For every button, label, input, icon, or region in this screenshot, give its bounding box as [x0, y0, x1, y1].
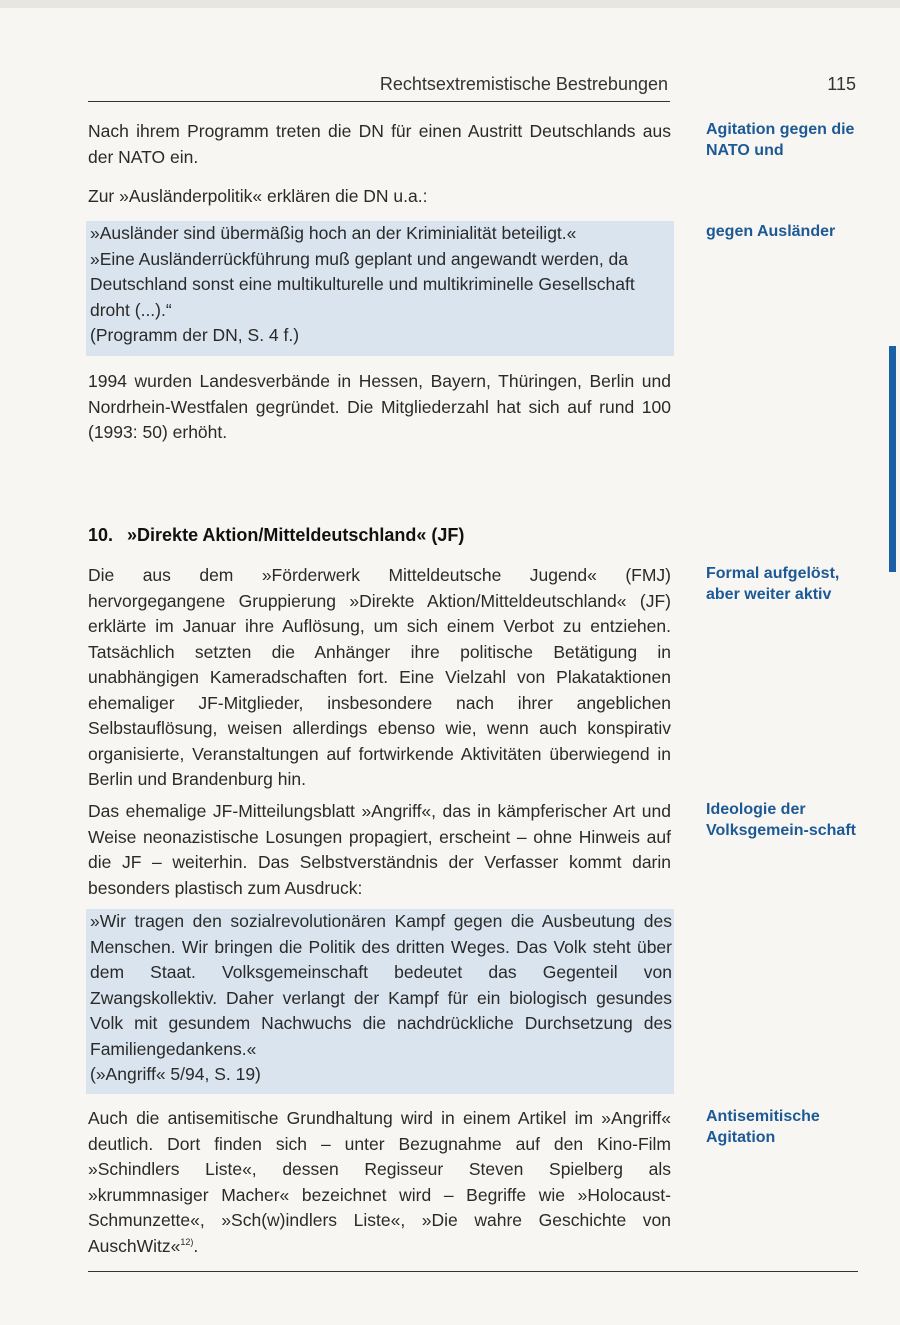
page-header	[88, 74, 858, 100]
page-number: 115	[827, 74, 856, 94]
quote-text: »Wir tragen den sozialrevolutionären Kampf gegen die Ausbeutung des Menschen. Wir bringen die Politik des dritten Weges. Das Volk steht über dem Staat. Volksgemeinschaft bedeutet das Gegenteil von Zwangskollektiv. Daher verlangt der Kampf für ein biologisch gesundes Volk mit gesundem Nachwuchs die nachdrückliche Durchsetzung des Familiengedankens.«	[90, 911, 672, 1059]
paragraph-antisemitismus: Auch die antisemitische Grundhaltung wird in einem Artikel im »Angriff« deutlich. Dort finden sich – unter Bezugnahme auf den Kino-Film »Schindlers Liste«, dessen Regisseur Steven Spielberg als »krummnasiger Macher« bezeichnet wird – Begriffe wie »Holocaust-Schmunzette«, »Sch(w)indlers Liste«, »Die wahre Geschichte von AuschWitz«$^{12)}$.	[88, 1108, 671, 1256]
paragraph-nato: Nach ihrem Programm treten die DN für einen Austritt Deutschlands aus der NATO ein.	[88, 121, 671, 167]
section-heading	[88, 525, 464, 546]
paragraph-auslaenderpolitik: Zur »Ausländerpolitik« erklären die DN u.a.:	[88, 186, 428, 206]
quote-angriff	[86, 909, 674, 1094]
paragraph-angriff: Das ehemalige JF-Mitteilungsblatt »Angriff«, das in kämpferischer Art und Weise neonazistische Losungen propagiert, erscheint – ohne Hinweis auf die JF – weiterhin. Das Selbstverständnis der Verfasser kommt darin besonders plastisch zum Ausdruck:	[88, 801, 671, 898]
margin-note-ideologie: Ideologie der Volksgemein-schaft	[706, 801, 856, 839]
paragraph-landesverbaende: 1994 wurden Landesverbände in Hessen, Bayern, Thüringen, Berlin und Nordrhein-Westfalen gegründet. Die Mitgliederzahl hat sich auf rund 100 (1993: 50) erhöht.	[88, 371, 671, 442]
footer-rule	[88, 1271, 858, 1272]
footnote-marker[interactable]: 12)	[180, 1236, 194, 1247]
quote-source: (Programm der DN, S. 4 f.)	[90, 325, 300, 345]
quote-line: »Ausländer sind übermäßig hoch an der Kriminialität beteiligt.«	[90, 223, 577, 243]
section-title: »Direkte Aktion/Mitteldeutschland« (JF)	[127, 525, 465, 545]
quote-source: (»Angriff« 5/94, S. 19)	[90, 1064, 261, 1084]
margin-note-auslaender: gegen Ausländer	[706, 223, 836, 240]
scan-edge	[0, 0, 900, 8]
margin-note-antisemitisch: Antisemitische Agitation	[706, 1108, 820, 1146]
chapter-tab-marker	[889, 346, 896, 572]
header-rule	[88, 101, 670, 102]
quote-dn-program	[86, 221, 674, 356]
margin-note-nato: Agitation gegen die NATO und	[706, 121, 855, 159]
section-number: 10.	[88, 525, 114, 545]
running-title: Rechtsextremistische Bestrebungen	[379, 74, 668, 94]
paragraph-text: Auch die antisemitische Grundhaltung wird in einem Artikel im »Angriff« deutlich. Dort finden sich – unter Bezugnahme auf den Kino-Film »Schindlers Liste«, dessen Regisseur Steven Spielberg als »krummnasiger Macher« bezeichnet wird – Begriffe wie »Holocaust-Schmunzette«, »Sch(w)indlers Liste«, »Die wahre Geschichte von AuschWitz«	[88, 1108, 671, 1256]
paragraph-jf-aufloesung: Die aus dem »Förderwerk Mitteldeutsche Jugend« (FMJ) hervorgegangene Gruppierung »Direkte Aktion/Mitteldeutschland« (JF) erklärte im Januar ihre Auflösung, um sich einem Verbot zu entziehen. Tatsächlich setzten die Anhänger ihre politische Betätigung in unabhängigen Kameradschaften fort. Eine Vielzahl von Plakataktionen ehemaliger JF-Mitglieder, insbesondere nach ihrer angeblichen Selbstauflösung, weisen allerdings ebenso wie, wenn auch konspirativ organisierte, Veranstaltungen auf fortwirkende Aktivitäten überwiegend in Berlin und Brandenburg hin.	[88, 565, 671, 789]
margin-note-aufgeloest: Formal aufgelöst, aber weiter aktiv	[706, 565, 840, 603]
quote-line: »Eine Ausländerrückführung muß geplant und angewandt werden, da Deutschland sonst eine multikulturelle und multikriminelle Gesellschaft droht (...).“	[90, 248, 635, 320]
